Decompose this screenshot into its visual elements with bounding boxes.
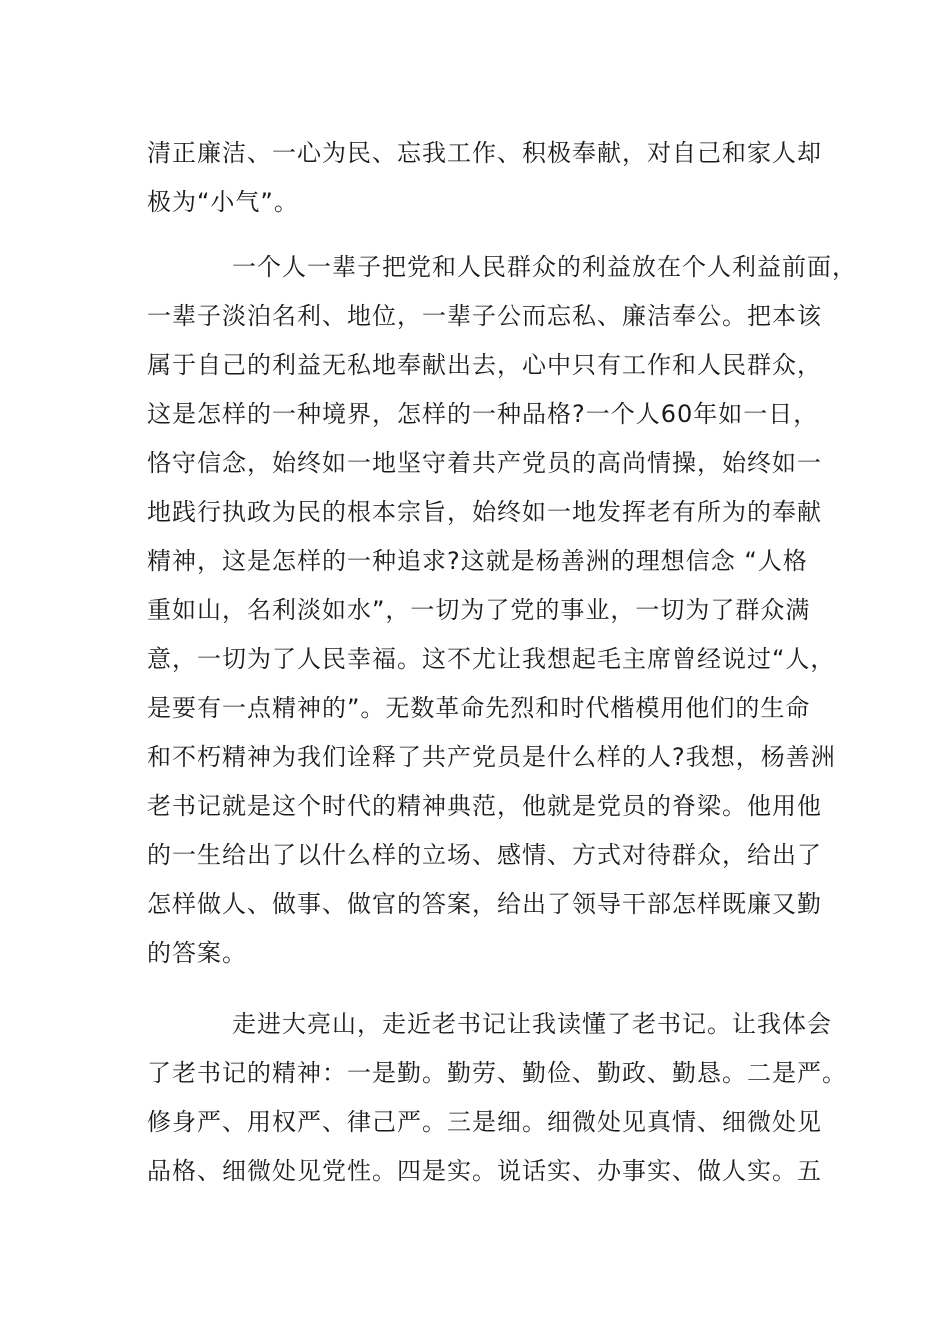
paragraph-2-line-13: 的一生给出了以什么样的立场、感情、方式对待群众，给出了 <box>147 841 822 869</box>
paragraph-3-line-2: 了老书记的精神：一是勤。勤劳、勤俭、勤政、勤恳。二是严。 <box>147 1059 847 1087</box>
paragraph-2-line-2: 一辈子淡泊名利、地位，一辈子公而忘私、廉洁奉公。把本该 <box>147 302 822 330</box>
paragraph-2-line-1: 一个人一辈子把党和人民群众的利益放在个人利益前面， <box>232 253 857 281</box>
paragraph-3-line-4: 品格、细微处见党性。四是实。说话实、办事实、做人实。五 <box>147 1157 822 1185</box>
paragraph-2-line-6: 地践行执政为民的根本宗旨，始终如一地发挥老有所为的奉献 <box>147 498 822 526</box>
paragraph-2-line-15: 的答案。 <box>147 939 247 967</box>
paragraph-2-line-12: 老书记就是这个时代的精神典范，他就是党员的脊梁。他用他 <box>147 792 822 820</box>
paragraph-2-line-8: 重如山，名利淡如水”，一切为了党的事业，一切为了群众满 <box>147 596 811 624</box>
paragraph-2-line-14: 怎样做人、做事、做官的答案，给出了领导干部怎样既廉又勤 <box>147 890 822 918</box>
paragraph-2-line-10: 是要有一点精神的”。无数革命先烈和时代楷模用他们的生命 <box>147 694 811 722</box>
paragraph-2-line-7: 精神，这是怎样的一种追求?这就是杨善洲的理想信念 “人格 <box>147 547 808 575</box>
paragraph-2-line-11: 和不朽精神为我们诠释了共产党员是什么样的人?我想，杨善洲 <box>147 743 836 771</box>
paragraph-3-line-1: 走进大亮山，走近老书记让我读懂了老书记。让我体会 <box>232 1010 832 1038</box>
paragraph-1-line-1: 清正廉洁、一心为民、忘我工作、积极奉献，对自己和家人却 <box>147 139 822 167</box>
paragraph-3-line-3: 修身严、用权严、律己严。三是细。细微处见真情、细微处见 <box>147 1108 822 1136</box>
paragraph-2-line-3: 属于自己的利益无私地奉献出去，心中只有工作和人民群众， <box>147 351 822 379</box>
paragraph-1-line-2: 极为“小气”。 <box>147 188 299 216</box>
paragraph-2-line-9: 意，一切为了人民幸福。这不尤让我想起毛主席曾经说过“人， <box>147 645 836 673</box>
paragraph-2-line-4: 这是怎样的一种境界，怎样的一种品格?一个人60年如一日， <box>147 400 819 428</box>
paragraph-2-line-5: 恪守信念，始终如一地坚守着共产党员的高尚情操，始终如一 <box>147 449 822 477</box>
